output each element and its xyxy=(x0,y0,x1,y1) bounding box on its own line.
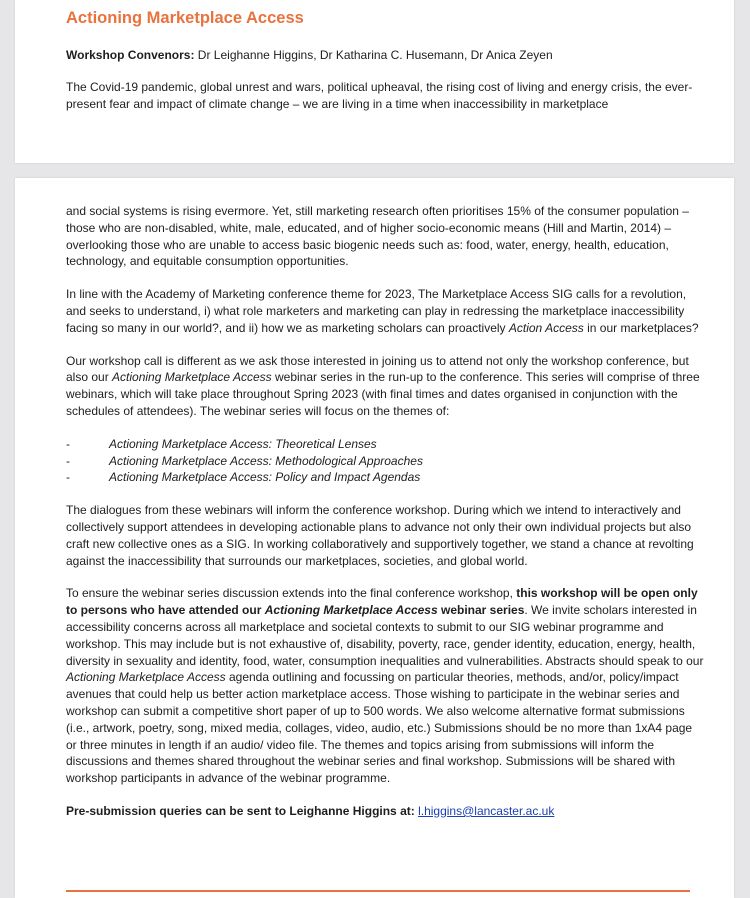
attendance-text-2: webinar series xyxy=(437,603,525,618)
footer-divider xyxy=(66,890,690,892)
attendance-text-1: this workshop will be open only to persons who have attended our xyxy=(66,586,698,618)
document-page-2 xyxy=(15,178,734,898)
document-page-1 xyxy=(15,0,734,163)
paragraph-webinar-series xyxy=(66,353,706,420)
contact-line xyxy=(66,803,706,820)
sig-call-text: In line with the Academy of Marketing conference theme for 2023, The Marketplace Access SIG calls for a revolution, and seeks to understand, i) what role marketers and marketing can play in redressing the marketplace inaccessibility facing so many in our world?, and ii) how we as marketing scholars can proactively xyxy=(66,287,687,335)
webinar-text-a: Our workshop call is different as we ask those interested in joining us to attend not only the workshop conference, but also our xyxy=(66,353,689,385)
contact-email-link[interactable]: l.higgins@lancaster.ac.uk xyxy=(418,803,555,818)
theme-item-methodological: - Actioning Marketplace Access: Methodological Approaches xyxy=(66,453,706,470)
submission-text-c: agenda outlining and focussing on particular theories, methods, and/or, policy/impact avenues that could help us better action marketplace access. Those wishing to participate in the webinar series and workshop can submit a competitive short paper of up to 500 words. We also welcome alternative format submissions (i.e., artwork, poetry, song, mixed media, collages, video, audio, etc.) Submissions should be no more than 1xA4 page or three minutes in length if an audio/ video file. The themes and topics arising from submissions will inform the discussions and themes shared throughout the webinar series and final workshop. Submissions will be shared with workshop participants in advance of the webinar programme. xyxy=(66,670,693,786)
webinar-series-emphasis: Actioning Marketplace Access xyxy=(112,370,272,385)
page-body xyxy=(66,203,706,836)
webinar-text-b: webinar series in the run-up to the conference. This series will comprise of three webinars, which will take place throughout Spring 2023 (with final times and dates organised in conjunction with the schedules of attendees). The webinar series will focus on the themes of: xyxy=(66,370,700,418)
theme-item-theoretical: - Actioning Marketplace Access: Theoretical Lenses xyxy=(66,436,706,453)
paragraph-submission-details xyxy=(66,585,706,787)
action-access-emphasis: Action Access xyxy=(508,320,584,335)
convenors-names: Dr Leighanne Higgins, Dr Katharina C. Husemann, Dr Anica Zeyen xyxy=(194,48,553,62)
submission-text-a: To ensure the webinar series discussion extends into the final conference workshop, xyxy=(66,586,517,601)
paragraph-marketing-research: and social systems is rising evermore. Yet, still marketing research often prioritises 15% of the consumer population – those who are non-disabled, white, male, educated, and of higher socio-economic means (Hill and Martin, 2014) – overlooking those who are unable to access basic biogenic needs such as: food, water, energy, health, education, technology, and equitable consumption opportunities. xyxy=(66,204,689,269)
theme-list xyxy=(66,436,706,486)
intro-paragraph: The Covid-19 pandemic, global unrest and wars, political upheaval, the rising cost of living and energy crisis, the ever-present fear and impact of climate change – we are living in a time when inaccessibility in marketplace xyxy=(66,80,693,111)
agenda-emphasis: Actioning Marketplace Access xyxy=(66,670,226,685)
workshop-convenors xyxy=(66,47,553,64)
convenors-label: Workshop Convenors: xyxy=(66,48,195,62)
document-title: Actioning Marketplace Access xyxy=(66,9,304,27)
submission-text-b: . We invite scholars interested in accessibility concerns across all marketplace and societal contexts to submit to our SIG webinar programme and workshop. This may include but is not exhaustive of, disability, poverty, race, gender identity, education, energy, health, diversity in sexuality and identity, food, water, consumption inequalities and vulnerabilities. Abstracts should speak to our xyxy=(66,603,704,668)
sig-call-end: in our marketplaces? xyxy=(583,320,699,335)
contact-label: Pre-submission queries can be sent to Leighanne Higgins at: xyxy=(66,803,419,818)
paragraph-sig-call xyxy=(66,286,706,336)
attendance-series-emphasis: Actioning Marketplace Access xyxy=(264,603,438,618)
paragraph-dialogues: The dialogues from these webinars will inform the conference workshop. During which we intend to interactively and collectively support attendees in developing actionable plans to advance not only their own individual projects but also craft new collective ones as a SIG. In working collaboratively and supportively together, we stand a chance at revolting against the inaccessibility that surrounds our marketplaces, societies, and global world. xyxy=(66,503,694,568)
theme-item-policy: - Actioning Marketplace Access: Policy and Impact Agendas xyxy=(66,469,706,486)
